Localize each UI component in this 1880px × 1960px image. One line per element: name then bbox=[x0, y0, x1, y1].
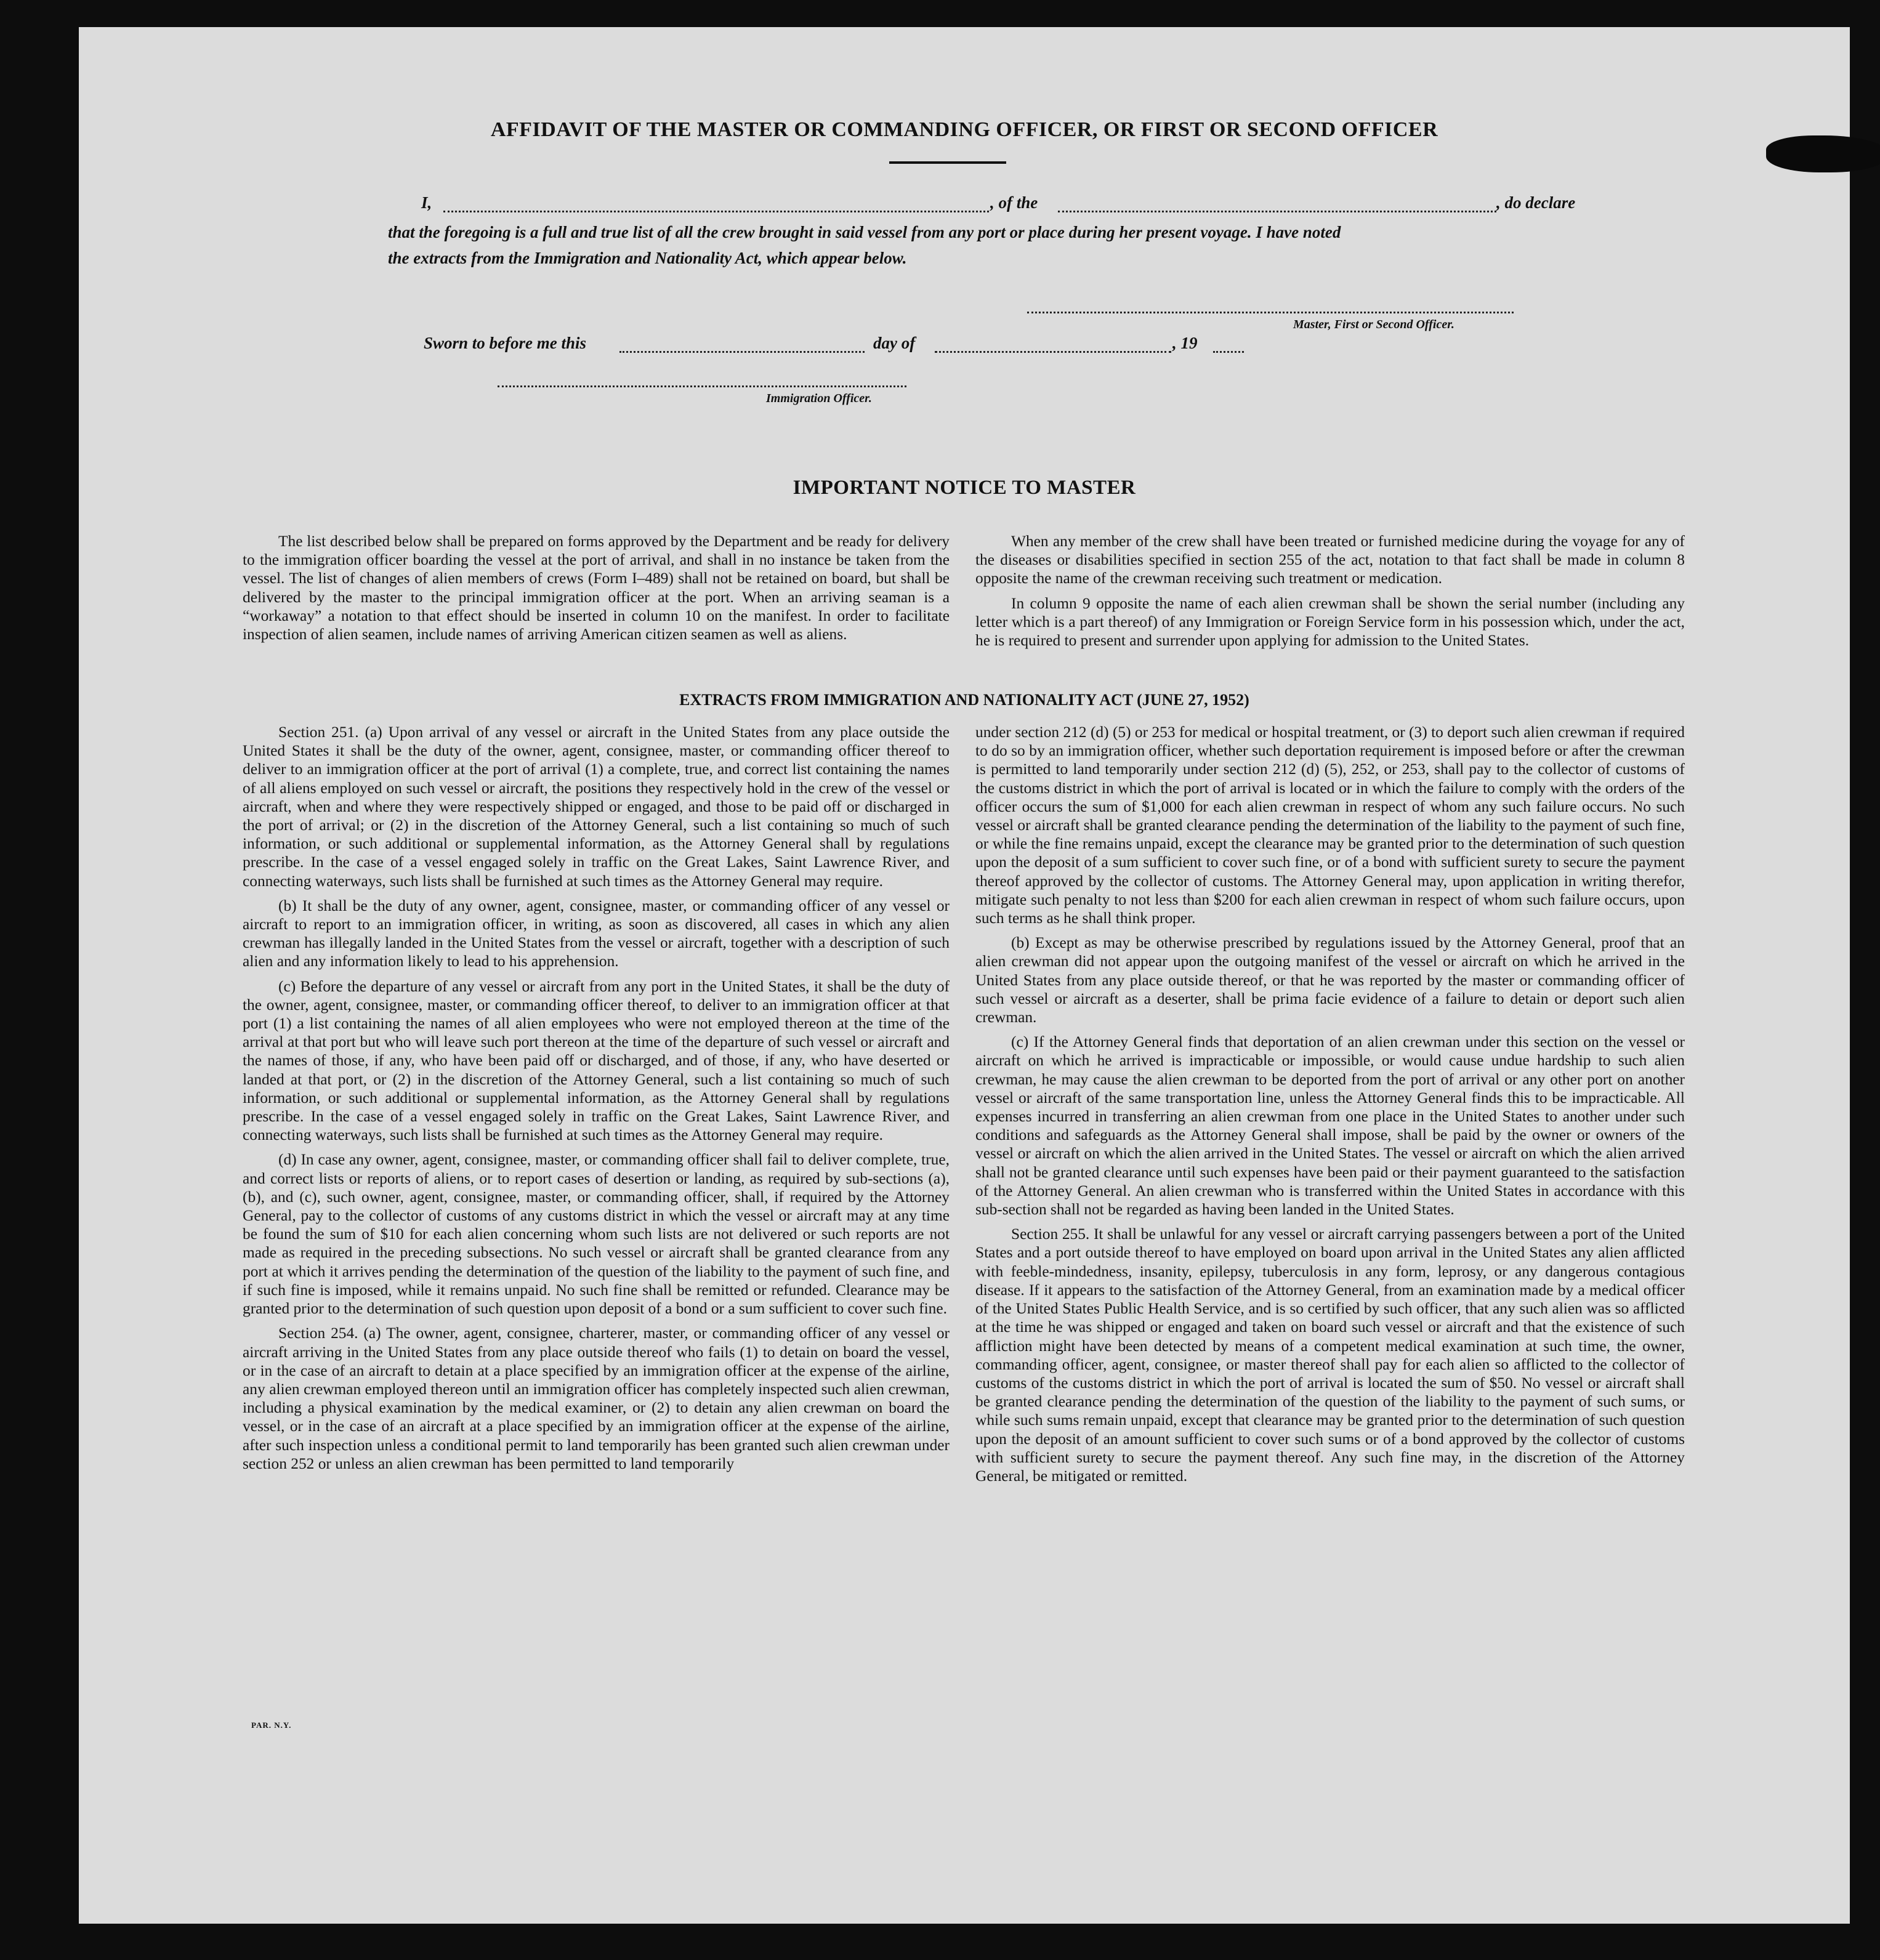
master-caption: Master, First or Second Officer. bbox=[1293, 318, 1454, 331]
master-signature-field[interactable] bbox=[1027, 312, 1514, 313]
affidavit-declare: , do declare bbox=[1496, 193, 1576, 212]
vessel-name-field[interactable] bbox=[1058, 211, 1496, 212]
notice-left-column bbox=[243, 532, 950, 650]
section-254-a: Section 254. (a) The owner, agent, consignee, charterer, master, or commanding officer of any vessel or aircraft arriving in the United States from any place outside thereof who fails (1) to detain on board the vessel, or in the case of an aircraft to detain at a place specified by an immigration officer at the expense of the airline, any alien crewman employed thereon until an immigration officer has completely inspected such alien crewman, including a physical examination by the medical examiner, or (2) to detain any alien crewman on board the vessel, or in the case of an aircraft at a place specified by an immigration officer at the expense of the airline, after such inspection unless a conditional permit to land temporarily has been granted such alien crewman under section 252 or unless an alien crewman has been permitted to land temporarily bbox=[243, 1325, 950, 1472]
sworn-day-field[interactable] bbox=[619, 351, 865, 353]
year-text: , 19 bbox=[1172, 334, 1198, 352]
sworn-month-field[interactable] bbox=[935, 351, 1171, 353]
section-251-b: (b) It shall be the duty of any owner, agent, consignee, master, or commanding officer of any vessel or aircraft to report to an immigration officer, in writing, as soon as discovered, all cases in which any alien crewman has illegally landed in the United States from the vessel or aircraft, together with a description of such alien and any information likely to lead to his apprehension. bbox=[243, 897, 950, 970]
section-254-c: (c) If the Attorney General finds that deportation of an alien crewman under this section on the vessel or aircraft on which he arrived is impracticable or impossible, or would cause undue hardship to such alien crewman, he may cause the alien crewman to be deported from the port of arrival or any other port on another vessel or aircraft of the same transportation line, unless the Attorney General finds this to be impracticable. All expenses incurred in transferring an alien crewman from one place in the United States to another under such conditions and safeguards as the Attorney General shall impose, shall be paid by the owner or owners of the vessel or aircraft on which the alien arrived in the United States. The vessel or aircraft on which the alien arrived shall not be granted clearance until such expenses have been paid or their payment guaranteed to the satisfaction of the Attorney General. An alien crewman who is transferred within the United States in accordance with this sub-section shall not be regarded as having been landed in the United States. bbox=[975, 1033, 1685, 1219]
extracts-left-column bbox=[243, 723, 950, 1479]
affidavit-line-2: that the foregoing is a full and true list of all the crew brought in said vessel from any port or place during her present voyage. I have noted bbox=[388, 223, 1341, 241]
notice-right-column bbox=[975, 532, 1685, 656]
sworn-text: Sworn to before me this bbox=[424, 334, 587, 352]
section-251-d: (d) In case any owner, agent, consignee, master, or commanding officer shall fail to deliver complete, true, and correct lists or reports of aliens, or to report cases of desertion or landing, as required by sub-sections (a), (b), and (c), such owner, agent, consignee, master, or commanding officer, shall, if required by the Attorney General, pay to the collector of customs of any customs district in which the vessel or aircraft may at any time be found the sum of $10 for each alien concerning whom such lists are not delivered or such reports are not made as required in the preceding subsections. No such vessel or aircraft shall be granted clearance from any port at which it arrives pending the determination of the question of the liability to the payment of such fine, and if such fine is imposed, while it remains unpaid. No such fine shall be remitted or refunded. Clearance may be granted prior to the determination of such question upon deposit of a bond or a sum sufficient to cover such fine. bbox=[243, 1151, 950, 1318]
printer-mark: PAR. N.Y. bbox=[251, 1720, 292, 1730]
affidavit-line-3: the extracts from the Immigration and Nationality Act, which appear below. bbox=[388, 249, 907, 267]
immigration-caption: Immigration Officer. bbox=[766, 392, 872, 405]
title-rule bbox=[889, 161, 1006, 164]
affidavit-of-the: , of the bbox=[990, 193, 1038, 212]
section-251-c: (c) Before the departure of any vessel or aircraft from any port in the United States, it shall be the duty of the owner, agent, consignee, master, or commanding officer thereof, to deliver to an immigration officer at that port (1) a list containing the names of all alien employees who were not employed thereon at the time of the arrival at that port but who will leave such port thereon at the time of the departure of such vessel or aircraft and the names of those, if any, who have been paid off or discharged, and of those, if any, who have deserted or landed at that port, or (2) in the discretion of the Attorney General, such a list containing so much of such information, or such additional or supplemental information, as the Attorney General shall by regulations prescribe. In the case of a vessel engaged solely in traffic on the Great Lakes, Saint Lawrence River, and connecting waterways, such lists shall be furnished at such times as the Attorney General may require. bbox=[243, 977, 950, 1144]
day-of-text: day of bbox=[873, 334, 916, 352]
section-251-a: Section 251. (a) Upon arrival of any vessel or aircraft in the United States from any place outside the United States it shall be the duty of the owner, agent, consignee, master, or commanding officer thereof to deliver to an immigration officer at the port of arrival (1) a complete, true, and correct list containing the names of all aliens employed on such vessel or aircraft, the positions they respectively hold in the crew of the vessel or aircraft, when and where they were respectively shipped or engaged, and those to be paid off or discharged in the port of arrival; or (2) in the discretion of the Attorney General, such a list containing so much of such information, or such additional or supplemental information, as the Attorney General shall by regulations prescribe. In the case of a vessel engaged solely in traffic on the Great Lakes, Saint Lawrence River, and connecting waterways, such lists shall be furnished at such times as the Attorney General may require. bbox=[243, 724, 950, 890]
declarant-name-field[interactable] bbox=[443, 211, 989, 212]
section-254-a-continued: under section 212 (d) (5) or 253 for medical or hospital treatment, or (3) to deport such alien crewman if required to do so by an immigration officer, whether such deportation requirement is imposed before or after the crewman is permitted to land temporarily under section 212 (d) (5), 252, or 253, shall pay to the collector of customs of the customs district in which the port of arrival is located or in which the failure to comply with the orders of the officer occurs the sum of $1,000 for each alien crewman in respect of whom any such failure occurs. No such vessel or aircraft shall be granted clearance pending the determination of the liability to the payment of such fine, or while the fine remains unpaid, except the clearance may be granted prior to the determination of such question upon the deposit of a sum sufficient to cover such fine, or of a bond with sufficient surety to secure the payment thereof approved by the collector of customs. The Attorney General may, upon application in writing therefor, mitigate such penalty to not less than $200 for each alien crewman in respect of whom such failure occurs, upon such terms as he shall think proper. bbox=[975, 724, 1685, 927]
immigration-officer-signature-field[interactable] bbox=[498, 385, 906, 387]
affidavit-i: I, bbox=[421, 193, 432, 212]
extracts-title: EXTRACTS FROM IMMIGRATION AND NATIONALITY ACT (JUNE 27, 1952) bbox=[679, 691, 1249, 709]
notice-right-p1: When any member of the crew shall have been treated or furnished medicine during the voyage for any of the diseases or disabilities specified in section 255 of the act, notation to that fact shall be made in column 8 opposite the name of the crewman receiving such treatment or medication. bbox=[975, 533, 1685, 587]
extracts-right-column bbox=[975, 723, 1685, 1491]
form-page bbox=[79, 27, 1850, 1924]
notice-left-text: The list described below shall be prepared on forms approved by the Department and be ready for delivery to the immigration officer boarding the vessel at the port of arrival, and shall in no instance be taken from the vessel. The list of changes of alien members of crews (Form I–489) shall not be retained on board, but shall be delivered by the master to the principal immigration officer at the port. When an arriving seaman is a “workaway” a notation to that effect should be inserted in column 10 on the manifest. In order to facilitate inspection of alien seamen, include names of arriving American citizen seamen as well as aliens. bbox=[243, 533, 950, 643]
affidavit-title: AFFIDAVIT OF THE MASTER OR COMMANDING OFFICER, OR FIRST OR SECOND OFFICER bbox=[490, 118, 1438, 141]
notice-right-p2: In column 9 opposite the name of each alien crewman shall be shown the serial number (including any letter which is a part thereof) of any Immigration or Foreign Service form in his possession which, under the act, he is required to present and surrender upon applying for admission to the United States. bbox=[975, 594, 1685, 650]
notice-title: IMPORTANT NOTICE TO MASTER bbox=[793, 477, 1136, 499]
section-254-b: (b) Except as may be otherwise prescribed by regulations issued by the Attorney General, proof that an alien crewman did not appear upon the outgoing manifest of the vessel or aircraft on which he arrived in the United States from any place outside thereof, or that he was reported by the master or commanding officer of such vessel or aircraft as a deserter, shall be prima facie evidence of a failure to detain or deport such alien crewman. bbox=[975, 934, 1685, 1026]
section-255: Section 255. It shall be unlawful for any vessel or aircraft carrying passengers between a port of the United States and a port outside thereof to have employed on board upon arrival in the United States any alien afflicted with feeble-mindedness, insanity, epilepsy, tuberculosis in any form, leprosy, or any dangerous contagious disease. If it appears to the satisfaction of the Attorney General, from an examination made by a medical officer of the United States Public Health Service, and is so certified by such officer, that any such alien was so afflicted at the time he was shipped or engaged and taken on board such vessel or aircraft and that the existence of such affliction might have been detected by means of a competent medical examination at such time, the owner, commanding officer, agent, consignee, or master thereof shall pay for each alien so afflicted to the collector of customs of the customs district in which the port of arrival is located the sum of $50. No vessel or aircraft shall be granted clearance pending the determination of the question of the liability to the payment of such sums, or while such sums remain unpaid, except that clearance may be granted prior to the determination of such question upon the deposit of an amount sufficient to cover such sums or of a bond approved by the collector of customs with sufficient surety to secure the payment thereof. Any such fine may, in the discretion of the Attorney General, be mitigated or remitted. bbox=[975, 1225, 1685, 1485]
sworn-year-field[interactable] bbox=[1213, 351, 1244, 353]
